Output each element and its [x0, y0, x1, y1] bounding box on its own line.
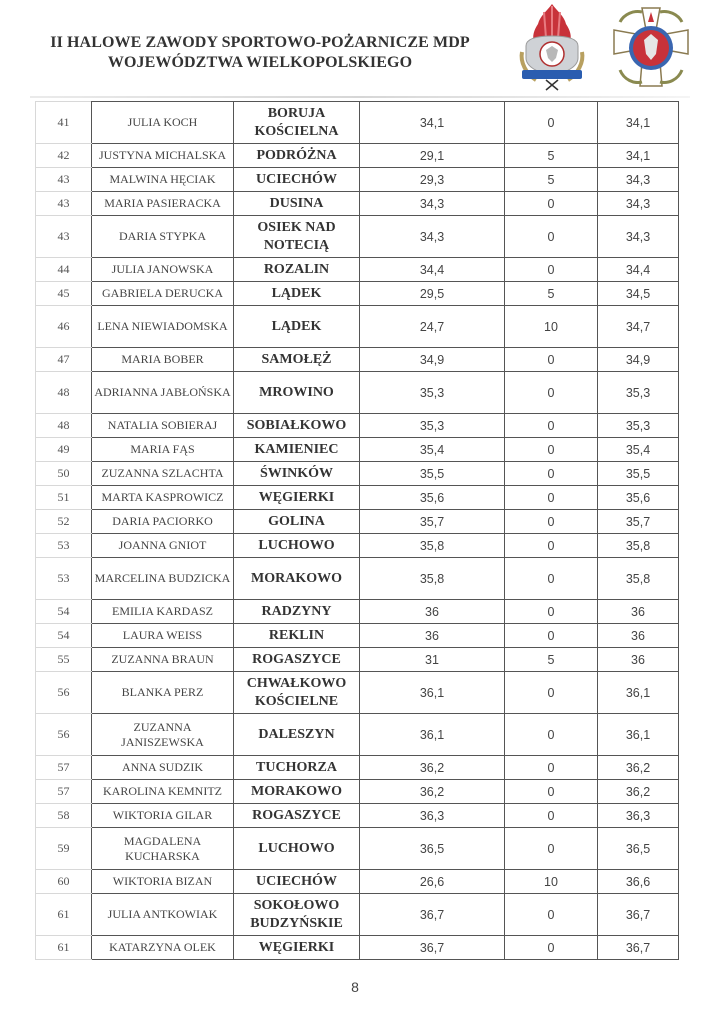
time-cell: 36,3 — [360, 804, 505, 828]
competitor-name-cell: WIKTORIA GILAR — [92, 804, 234, 828]
time-cell: 29,1 — [360, 144, 505, 168]
penalty-cell: 5 — [505, 144, 598, 168]
penalty-cell: 0 — [505, 624, 598, 648]
table-row — [36, 462, 679, 486]
competitor-name-cell: DARIA PACIORKO — [92, 510, 234, 534]
time-cell: 34,1 — [360, 102, 505, 144]
table-row — [36, 306, 679, 348]
total-cell: 36 — [598, 600, 679, 624]
table-row — [36, 780, 679, 804]
team-town-cell: UCIECHÓW — [234, 168, 360, 192]
time-cell: 35,5 — [360, 462, 505, 486]
team-town-cell: WĘGIERKI — [234, 936, 360, 960]
position-cell: 45 — [36, 282, 92, 306]
fire-brigade-cross-logo-icon — [610, 4, 692, 90]
competitor-name-cell: JOANNA GNIOT — [92, 534, 234, 558]
team-town-cell: SOKOŁOWO BUDZYŃSKIE — [234, 894, 360, 936]
total-cell: 36,5 — [598, 828, 679, 870]
competitor-name-cell: MAGDALENA KUCHARSKA — [92, 828, 234, 870]
total-cell: 35,3 — [598, 414, 679, 438]
table-row — [36, 648, 679, 672]
team-town-cell: ROGASZYCE — [234, 804, 360, 828]
position-cell: 54 — [36, 624, 92, 648]
competitor-name-cell: MARIA PASIERACKA — [92, 192, 234, 216]
table-row — [36, 438, 679, 462]
position-cell: 60 — [36, 870, 92, 894]
total-cell: 36,7 — [598, 894, 679, 936]
position-cell: 55 — [36, 648, 92, 672]
penalty-cell: 0 — [505, 780, 598, 804]
team-town-cell: WĘGIERKI — [234, 486, 360, 510]
team-town-cell: MORAKOWO — [234, 558, 360, 600]
title-line-1: II HALOWE ZAWODY SPORTOWO-POŻARNICZE MDP — [50, 34, 470, 51]
table-row — [36, 258, 679, 282]
total-cell: 36 — [598, 624, 679, 648]
penalty-cell: 0 — [505, 438, 598, 462]
table-row — [36, 486, 679, 510]
total-cell: 35,8 — [598, 558, 679, 600]
position-cell: 42 — [36, 144, 92, 168]
penalty-cell: 0 — [505, 372, 598, 414]
penalty-cell: 0 — [505, 534, 598, 558]
competitor-name-cell: NATALIA SOBIERAJ — [92, 414, 234, 438]
total-cell: 34,1 — [598, 144, 679, 168]
position-cell: 57 — [36, 780, 92, 804]
competitor-name-cell: EMILIA KARDASZ — [92, 600, 234, 624]
time-cell: 29,5 — [360, 282, 505, 306]
time-cell: 36 — [360, 600, 505, 624]
table-row — [36, 894, 679, 936]
penalty-cell: 10 — [505, 870, 598, 894]
competitor-name-cell: WIKTORIA BIZAN — [92, 870, 234, 894]
results-table — [35, 101, 679, 960]
table-row — [36, 870, 679, 894]
team-town-cell: ŚWINKÓW — [234, 462, 360, 486]
competitor-name-cell: JUSTYNA MICHALSKA — [92, 144, 234, 168]
time-cell: 35,3 — [360, 414, 505, 438]
total-cell: 35,3 — [598, 372, 679, 414]
penalty-cell: 0 — [505, 672, 598, 714]
table-row — [36, 624, 679, 648]
team-town-cell: LĄDEK — [234, 282, 360, 306]
position-cell: 44 — [36, 258, 92, 282]
position-cell: 53 — [36, 558, 92, 600]
position-cell: 48 — [36, 372, 92, 414]
table-row — [36, 414, 679, 438]
team-town-cell: SAMOŁĘŻ — [234, 348, 360, 372]
total-cell: 36,2 — [598, 756, 679, 780]
total-cell: 36,1 — [598, 672, 679, 714]
document-title — [40, 33, 480, 73]
competitor-name-cell: ANNA SUDZIK — [92, 756, 234, 780]
team-town-cell: LUCHOWO — [234, 534, 360, 558]
time-cell: 35,8 — [360, 534, 505, 558]
penalty-cell: 10 — [505, 306, 598, 348]
competitor-name-cell: ZUZANNA BRAUN — [92, 648, 234, 672]
results-table-body — [36, 102, 679, 960]
time-cell: 36,7 — [360, 936, 505, 960]
time-cell: 34,3 — [360, 192, 505, 216]
total-cell: 35,5 — [598, 462, 679, 486]
table-row — [36, 672, 679, 714]
time-cell: 34,9 — [360, 348, 505, 372]
total-cell: 34,7 — [598, 306, 679, 348]
table-row — [36, 510, 679, 534]
table-row — [36, 102, 679, 144]
competitor-name-cell: MARIA BOBER — [92, 348, 234, 372]
team-town-cell: LĄDEK — [234, 306, 360, 348]
penalty-cell: 0 — [505, 462, 598, 486]
position-cell: 49 — [36, 438, 92, 462]
time-cell: 35,3 — [360, 372, 505, 414]
document-header — [0, 0, 721, 96]
penalty-cell: 0 — [505, 600, 598, 624]
competitor-name-cell: MARTA KASPROWICZ — [92, 486, 234, 510]
table-row — [36, 348, 679, 372]
position-cell: 51 — [36, 486, 92, 510]
team-town-cell: GOLINA — [234, 510, 360, 534]
team-town-cell: TUCHORZA — [234, 756, 360, 780]
position-cell: 57 — [36, 756, 92, 780]
table-row — [36, 600, 679, 624]
position-cell: 54 — [36, 600, 92, 624]
position-cell: 50 — [36, 462, 92, 486]
time-cell: 35,6 — [360, 486, 505, 510]
time-cell: 36,7 — [360, 894, 505, 936]
competitor-name-cell: ZUZANNA SZLACHTA — [92, 462, 234, 486]
competitor-name-cell: KAROLINA KEMNITZ — [92, 780, 234, 804]
penalty-cell: 0 — [505, 216, 598, 258]
total-cell: 36 — [598, 648, 679, 672]
penalty-cell: 0 — [505, 936, 598, 960]
penalty-cell: 0 — [505, 414, 598, 438]
page-number: 8 — [351, 979, 359, 995]
competitor-name-cell: BLANKA PERZ — [92, 672, 234, 714]
total-cell: 35,8 — [598, 534, 679, 558]
time-cell: 35,4 — [360, 438, 505, 462]
penalty-cell: 0 — [505, 756, 598, 780]
team-town-cell: REKLIN — [234, 624, 360, 648]
penalty-cell: 0 — [505, 804, 598, 828]
team-town-cell: PODRÓŻNA — [234, 144, 360, 168]
competitor-name-cell: ZUZANNA JANISZEWSKA — [92, 714, 234, 756]
competitor-name-cell: JULIA ANTKOWIAK — [92, 894, 234, 936]
penalty-cell: 0 — [505, 486, 598, 510]
competitor-name-cell: JULIA JANOWSKA — [92, 258, 234, 282]
position-cell: 56 — [36, 672, 92, 714]
team-town-cell: KAMIENIEC — [234, 438, 360, 462]
total-cell: 34,3 — [598, 168, 679, 192]
total-cell: 36,3 — [598, 804, 679, 828]
table-row — [36, 372, 679, 414]
position-cell: 48 — [36, 414, 92, 438]
team-town-cell: BORUJA KOŚCIELNA — [234, 102, 360, 144]
position-cell: 52 — [36, 510, 92, 534]
total-cell: 34,5 — [598, 282, 679, 306]
competitor-name-cell: DARIA STYPKA — [92, 216, 234, 258]
position-cell: 41 — [36, 102, 92, 144]
position-cell: 59 — [36, 828, 92, 870]
team-town-cell: CHWAŁKOWO KOŚCIELNE — [234, 672, 360, 714]
team-town-cell: DALESZYN — [234, 714, 360, 756]
time-cell: 26,6 — [360, 870, 505, 894]
penalty-cell: 0 — [505, 192, 598, 216]
team-town-cell: RADZYNY — [234, 600, 360, 624]
title-line-2: WOJEWÓDZTWA WIELKOPOLSKIEGO — [107, 54, 413, 71]
total-cell: 36,2 — [598, 780, 679, 804]
team-town-cell: ROZALIN — [234, 258, 360, 282]
position-cell: 56 — [36, 714, 92, 756]
penalty-cell: 0 — [505, 102, 598, 144]
penalty-cell: 0 — [505, 258, 598, 282]
time-cell: 24,7 — [360, 306, 505, 348]
table-row — [36, 756, 679, 780]
penalty-cell: 0 — [505, 348, 598, 372]
team-town-cell: SOBIAŁKOWO — [234, 414, 360, 438]
scan-artifact-line — [30, 96, 690, 98]
position-cell: 58 — [36, 804, 92, 828]
total-cell: 34,1 — [598, 102, 679, 144]
position-cell: 43 — [36, 168, 92, 192]
time-cell: 36,1 — [360, 714, 505, 756]
table-row — [36, 168, 679, 192]
total-cell: 35,7 — [598, 510, 679, 534]
team-town-cell: DUSINA — [234, 192, 360, 216]
penalty-cell: 5 — [505, 168, 598, 192]
total-cell: 35,6 — [598, 486, 679, 510]
table-row — [36, 714, 679, 756]
competitor-name-cell: LAURA WEISS — [92, 624, 234, 648]
competitor-name-cell: MALWINA HĘCIAK — [92, 168, 234, 192]
penalty-cell: 0 — [505, 894, 598, 936]
time-cell: 34,4 — [360, 258, 505, 282]
penalty-cell: 0 — [505, 510, 598, 534]
table-row — [36, 216, 679, 258]
total-cell: 36,6 — [598, 870, 679, 894]
total-cell: 35,4 — [598, 438, 679, 462]
time-cell: 36,1 — [360, 672, 505, 714]
competitor-name-cell: KATARZYNA OLEK — [92, 936, 234, 960]
penalty-cell: 5 — [505, 648, 598, 672]
position-cell: 53 — [36, 534, 92, 558]
team-town-cell: MORAKOWO — [234, 780, 360, 804]
penalty-cell: 0 — [505, 828, 598, 870]
team-town-cell: UCIECHÓW — [234, 870, 360, 894]
position-cell: 61 — [36, 936, 92, 960]
time-cell: 34,3 — [360, 216, 505, 258]
table-row — [36, 804, 679, 828]
time-cell: 36,2 — [360, 756, 505, 780]
team-town-cell: MROWINO — [234, 372, 360, 414]
total-cell: 34,4 — [598, 258, 679, 282]
table-row — [36, 558, 679, 600]
competitor-name-cell: GABRIELA DERUCKA — [92, 282, 234, 306]
time-cell: 35,8 — [360, 558, 505, 600]
position-cell: 47 — [36, 348, 92, 372]
team-town-cell: LUCHOWO — [234, 828, 360, 870]
time-cell: 31 — [360, 648, 505, 672]
table-row — [36, 282, 679, 306]
table-row — [36, 936, 679, 960]
team-town-cell: ROGASZYCE — [234, 648, 360, 672]
total-cell: 34,9 — [598, 348, 679, 372]
total-cell: 36,1 — [598, 714, 679, 756]
total-cell: 34,3 — [598, 192, 679, 216]
position-cell: 46 — [36, 306, 92, 348]
competitor-name-cell: ADRIANNA JABŁOŃSKA — [92, 372, 234, 414]
position-cell: 43 — [36, 216, 92, 258]
table-row — [36, 144, 679, 168]
position-cell: 43 — [36, 192, 92, 216]
penalty-cell: 5 — [505, 282, 598, 306]
total-cell: 36,7 — [598, 936, 679, 960]
total-cell: 34,3 — [598, 216, 679, 258]
competitor-name-cell: JULIA KOCH — [92, 102, 234, 144]
team-town-cell: OSIEK NAD NOTECIĄ — [234, 216, 360, 258]
penalty-cell: 0 — [505, 558, 598, 600]
competitor-name-cell: MARIA FĄS — [92, 438, 234, 462]
competitor-name-cell: MARCELINA BUDZICKA — [92, 558, 234, 600]
time-cell: 36 — [360, 624, 505, 648]
competitor-name-cell: LENA NIEWIADOMSKA — [92, 306, 234, 348]
time-cell: 36,5 — [360, 828, 505, 870]
time-cell: 29,3 — [360, 168, 505, 192]
time-cell: 35,7 — [360, 510, 505, 534]
penalty-cell: 0 — [505, 714, 598, 756]
time-cell: 36,2 — [360, 780, 505, 804]
table-row — [36, 828, 679, 870]
table-row — [36, 534, 679, 558]
position-cell: 61 — [36, 894, 92, 936]
state-fire-service-logo-icon — [516, 2, 588, 92]
table-row — [36, 192, 679, 216]
